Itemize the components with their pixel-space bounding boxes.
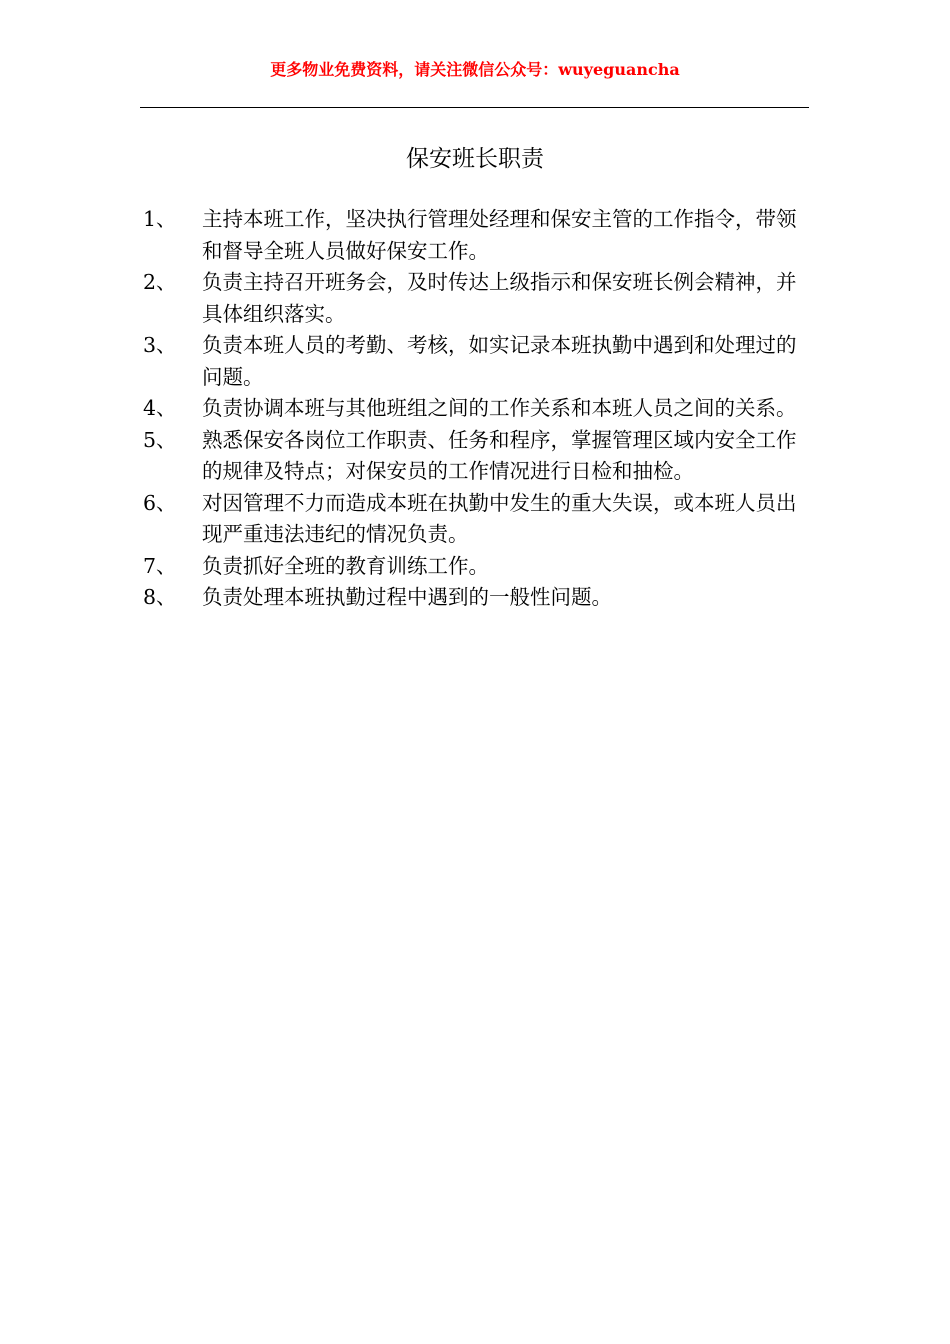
duty-item-4 xyxy=(143,393,810,425)
duty-item-2 xyxy=(143,267,810,330)
duty-text: 负责处理本班执勤过程中遇到的一般性问题。 xyxy=(202,585,612,609)
duty-number: 3、 xyxy=(143,333,177,357)
duty-number: 7、 xyxy=(143,553,177,578)
duty-text: 负责协调本班与其他班组之间的工作关系和本班人员之间的关系。 xyxy=(202,396,797,420)
duty-number: 4、 xyxy=(143,396,177,420)
duty-number: 5、 xyxy=(143,427,177,452)
duty-list xyxy=(143,204,810,614)
duty-text: 熟悉保安各岗位工作职责、任务和程序，掌握管理区域内安全工作的规律及特点；对保安员的工作情况进行日检和抽检。 xyxy=(202,427,797,483)
duty-item-6 xyxy=(143,488,810,551)
document-title: 保安班长职责 xyxy=(406,146,544,172)
duty-number: 8、 xyxy=(143,585,177,609)
duty-item-5 xyxy=(143,425,810,488)
duty-number: 2、 xyxy=(143,270,177,294)
duty-item-7 xyxy=(143,551,810,583)
duty-text: 主持本班工作，坚决执行管理处经理和保安主管的工作指令，带领和督导全班人员做好保安工作。 xyxy=(202,207,797,263)
duty-text: 对因管理不力而造成本班在执勤中发生的重大失误，或本班人员出现严重违法违纪的情况负责。 xyxy=(202,490,797,546)
duty-text: 负责主持召开班务会，及时传达上级指示和保安班长例会精神，并具体组织落实。 xyxy=(202,270,797,326)
header-divider xyxy=(140,107,809,108)
duty-text: 负责本班人员的考勤、考核，如实记录本班执勤中遇到和处理过的问题。 xyxy=(202,333,797,389)
duty-item-1 xyxy=(143,204,810,267)
duty-number: 6、 xyxy=(143,490,177,515)
duty-number: 1、 xyxy=(143,207,177,231)
duty-item-3 xyxy=(143,330,810,393)
duty-item-8 xyxy=(143,582,810,614)
duty-text: 负责抓好全班的教育训练工作。 xyxy=(202,553,489,578)
page-header-promo: 更多物业免费资料，请关注微信公众号：wuyeguancha xyxy=(270,60,680,79)
